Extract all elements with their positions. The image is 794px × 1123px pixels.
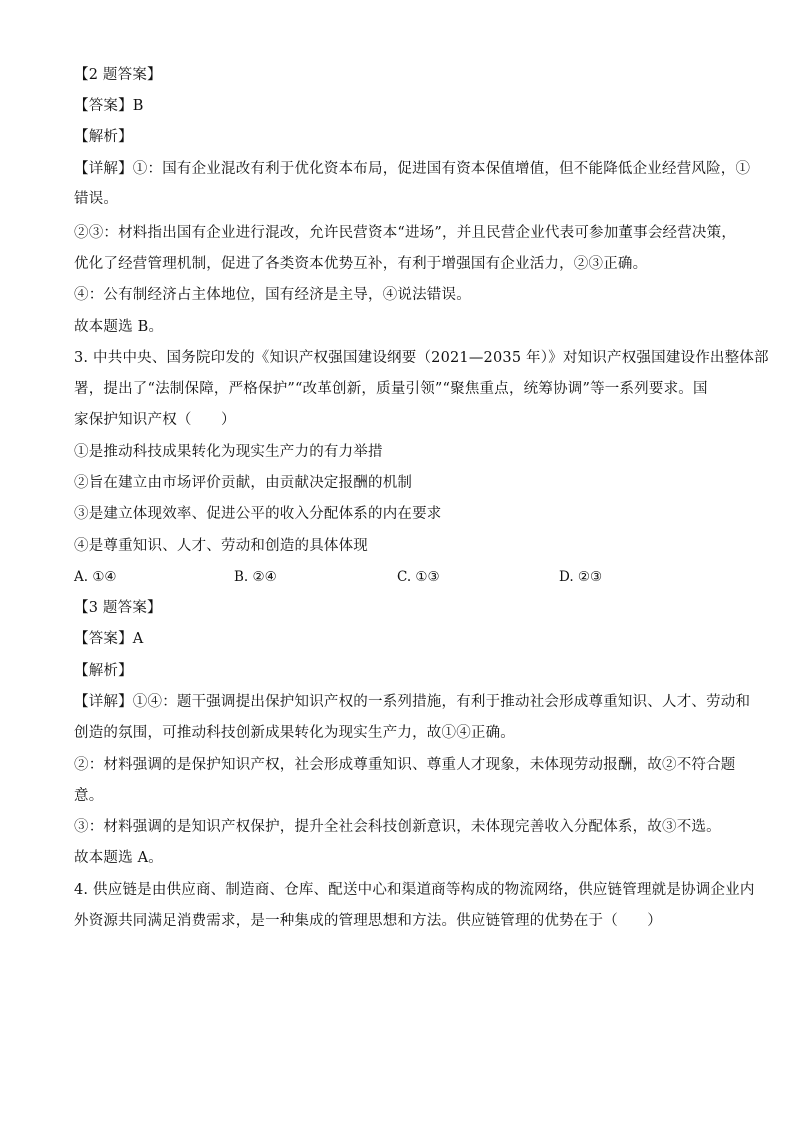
q2-detail-line-1: 【详解】①：国有企业混改有利于优化资本布局，促进国有资本保值增值，但不能降低企业经营风险，① (74, 161, 751, 177)
q2-answer: 【答案】B (74, 98, 144, 114)
q3-detail-line-5: ③：材料强调的是知识产权保护，提升全社会科技创新意识，未体现完善收入分配体系，故③不选。 (74, 819, 721, 835)
q3-option-a: A. ①④ (74, 569, 117, 585)
q3-answer-header: 【3 题答案】 (74, 600, 162, 616)
q2-analysis-label: 【解析】 (74, 129, 133, 145)
q3-conclusion: 故本题选 A。 (74, 850, 163, 866)
q3-statement-4: ④是尊重知识、人才、劳动和创造的具体体现 (74, 538, 368, 554)
q3-answer: 【答案】A (74, 631, 144, 647)
q4-stem-line-1: 4. 供应链是由供应商、制造商、仓库、配送中心和渠道商等构成的物流网络，供应链管理就是协调企业内 (74, 882, 755, 898)
q3-statement-2: ②旨在建立由市场评价贡献，由贡献决定报酬的机制 (74, 475, 413, 491)
q2-detail-line-2: 错误。 (74, 191, 119, 207)
q3-detail-line-3: ②：材料强调的是保护知识产权，社会形成尊重知识、尊重人才现象，未体现劳动报酬，故②不符合题 (74, 757, 736, 773)
q3-option-d: D. ②③ (559, 569, 603, 585)
q3-stem-line-2: 署，提出了“法制保障，严格保护”“改革创新，质量引领”“聚焦重点，统筹协调”等一系列要求。国 (74, 381, 708, 397)
q2-conclusion: 故本题选 B。 (74, 319, 164, 335)
q3-detail-line-4: 意。 (74, 788, 104, 804)
q2-detail-line-5: ④：公有制经济占主体地位，国有经济是主导，④说法错误。 (74, 287, 471, 303)
q3-option-c: C. ①③ (397, 569, 440, 585)
q2-detail-line-4: 优化了经营管理机制，促进了各类资本优势互补，有利于增强国有企业活力，②③正确。 (74, 256, 648, 272)
q4-stem-line-2: 外资源共同满足消费需求，是一种集成的管理思想和方法。供应链管理的优势在于（ ） (74, 913, 662, 929)
q3-detail-line-2: 创造的氛围，可推动科技创新成果转化为现实生产力，故①④正确。 (74, 725, 515, 741)
q3-stem-line-1: 3. 中共中央、国务院印发的《知识产权强国建设纲要（2021—2035 年）》对知识产权强国建设作出整体部 (74, 350, 769, 366)
q3-stem-line-3: 家保护知识产权（ ） (74, 412, 236, 428)
q3-analysis-label: 【解析】 (74, 663, 133, 679)
q3-statement-3: ③是建立体现效率、促进公平的收入分配体系的内在要求 (74, 506, 442, 522)
q3-detail-line-1: 【详解】①④：题干强调提出保护知识产权的一系列措施，有利于推动社会形成尊重知识、人才、劳动和 (74, 694, 751, 710)
q2-detail-line-3: ②③：材料指出国有企业进行混改，允许民营资本“进场”，并且民营企业代表可参加董事会经营决策， (74, 225, 737, 241)
q3-statement-1: ①是推动科技成果转化为现实生产力的有力举措 (74, 444, 383, 460)
q2-answer-header: 【2 题答案】 (74, 67, 162, 83)
q3-option-b: B. ②④ (234, 569, 277, 585)
